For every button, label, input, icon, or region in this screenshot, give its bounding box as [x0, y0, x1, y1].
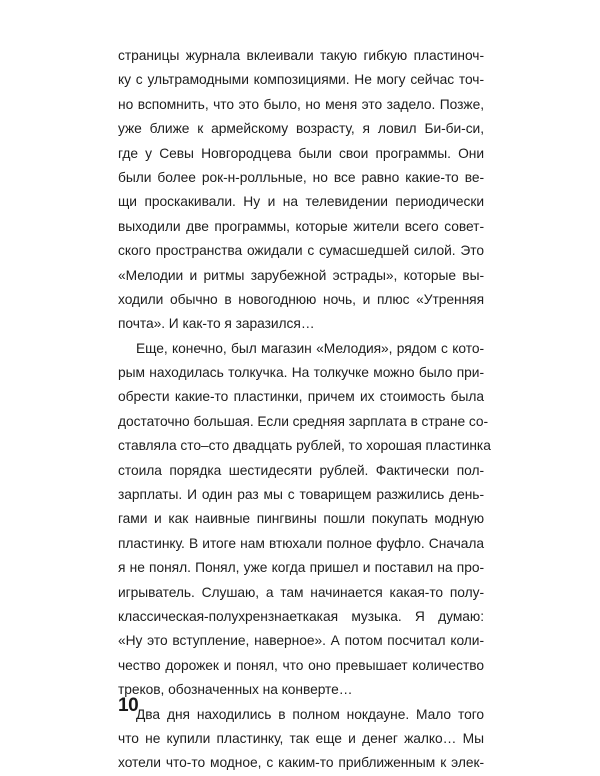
text-line: ходили обычно в новогоднюю ночь, и плюс «Утренняя [118, 291, 484, 307]
text-line: классическая-полухрензнаеткакая музыка. Я думаю: [118, 608, 484, 624]
text-line: страницы журнала вклеивали такую гибкую пластиноч- [118, 48, 484, 63]
text-line: гами и как наивные пингвины пошли покупать модную [118, 511, 484, 527]
text-line: хотели что-то модное, с каким-то приближенным к элек- [118, 755, 484, 771]
text-line: треков, обозначенных на конверте… [118, 682, 353, 698]
text-line: я не понял. Понял, уже когда пришел и поставил на про- [118, 560, 484, 576]
page-number: 10 [118, 695, 139, 716]
text-line: где у Севы Новгородцева были свои программы. Они [118, 145, 484, 161]
text-line: «Мелодии и ритмы зарубежной эстрады», которые вы- [118, 267, 484, 283]
text-line: но вспомнить, что это было, но меня это задело. Позже, [118, 96, 484, 112]
text-line: что не купили пластинку, так еще и денег жалко… Мы [118, 730, 484, 746]
text-line: «Ну это вступление, наверное». А потом посчитал коли- [118, 633, 484, 649]
text-line: Еще, конечно, был магазин «Мелодия», рядом с кото- [136, 340, 484, 356]
text-line: почта». И как-то я заразился… [118, 316, 315, 332]
text-line: пластинку. В итоге нам втюхали полное фуфло. Сначала [118, 535, 484, 551]
body-text [118, 44, 491, 776]
text-line: зарплаты. И один раз мы с товарищем разжились день- [118, 487, 484, 503]
text-line: щи проскакивали. Ну и на телевидении периодически [118, 194, 484, 210]
text-line: рым находилась толкучка. На толкучке можно было при- [118, 365, 484, 381]
text-line: ставляла сто–сто двадцать рублей, то хорошая пластинка [118, 438, 491, 454]
text-line: Два дня находились в полном нокдауне. Мало того [136, 706, 484, 722]
text-line: игрыватель. Слушаю, а там начинается какая-то полу- [118, 584, 484, 600]
text-line: ского пространства ожидали с сумасшедшей силой. Это [118, 243, 484, 259]
text-line: чество дорожек и понял, что оно превышает количество [118, 657, 484, 673]
text-line: были более рок-н-ролльные, но все равно какие-то ве- [118, 169, 484, 185]
text-line: обрести какие-то пластинки, причем их стоимость была [118, 389, 484, 405]
text-line: достаточно большая. Если средняя зарплата в стране со- [118, 413, 489, 429]
text-line: стоила порядка шестидесяти рублей. Фактически пол- [118, 462, 484, 478]
text-line: ку с ультрамодными композициями. Не могу сейчас точ- [118, 72, 484, 88]
text-line: уже ближе к армейскому возрасту, я ловил Би-би-си, [118, 121, 484, 137]
text-line: выходили две программы, которые жители всего совет- [118, 218, 484, 234]
